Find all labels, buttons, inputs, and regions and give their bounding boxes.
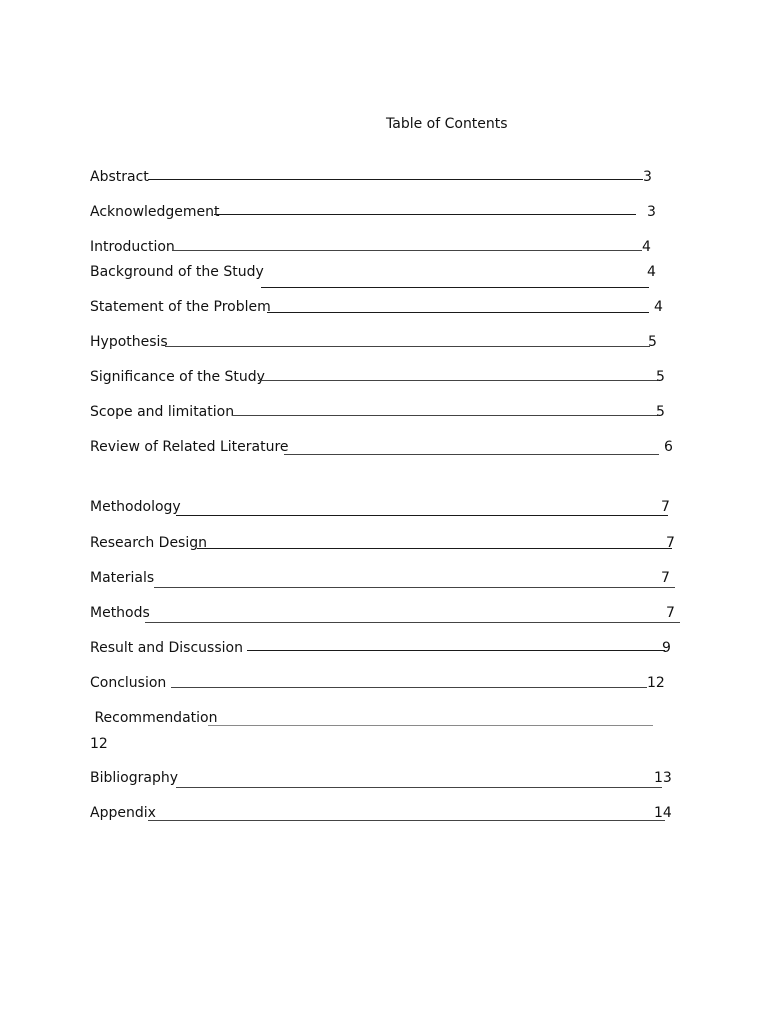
toc-page-number: 5 — [656, 369, 665, 385]
toc-page-number: 4 — [654, 299, 663, 315]
toc-entry-appendix — [0, 805, 768, 825]
toc-page-number: 7 — [666, 535, 675, 551]
toc-page-number: 7 — [661, 570, 670, 586]
toc-entry-significance-of-the-study — [0, 369, 768, 389]
toc-entry-scope-and-limitation — [0, 404, 768, 424]
toc-entry-materials — [0, 570, 768, 590]
toc-page-number: 3 — [647, 204, 656, 220]
toc-entry-label: Scope and limitation — [90, 404, 235, 420]
toc-entry-label: Hypothesis — [90, 334, 168, 350]
toc-leader-line — [148, 820, 665, 821]
toc-leader-line — [148, 179, 643, 180]
toc-entry-label: Methods — [90, 605, 150, 621]
toc-page-number: 5 — [656, 404, 665, 420]
toc-page-number: 9 — [662, 640, 671, 656]
toc-entry-label: Materials — [90, 570, 155, 586]
toc-entry-research-design — [0, 535, 768, 555]
toc-page-number: 12 — [647, 675, 665, 691]
toc-leader-line — [176, 787, 662, 788]
toc-entry-label: Conclusion — [90, 675, 167, 691]
toc-entry-label: Result and Discussion — [90, 640, 243, 656]
toc-entry-label: Abstract — [90, 169, 149, 185]
toc-title: Table of Contents — [386, 116, 508, 132]
toc-entry-recommendation — [0, 710, 768, 755]
toc-entry-methods — [0, 605, 768, 625]
toc-leader-line — [172, 250, 642, 251]
toc-entry-label: Recommendation — [90, 710, 218, 726]
toc-entry-bibliography — [0, 770, 768, 790]
toc-leader-line — [214, 214, 636, 215]
toc-entry-label: Introduction — [90, 239, 175, 255]
toc-page-number: 7 — [666, 605, 675, 621]
toc-entry-label: Methodology — [90, 499, 181, 515]
toc-leader-line — [267, 312, 649, 313]
toc-entry-label: Acknowledgement — [90, 204, 220, 220]
toc-entry-label: Significance of the Study — [90, 369, 265, 385]
toc-page-number: 12 — [90, 736, 108, 752]
toc-entry-introduction — [0, 239, 768, 259]
toc-entry-label: Review of Related Literature — [90, 439, 289, 455]
toc-entry-acknowledgement — [0, 204, 768, 224]
toc-entry-conclusion — [0, 675, 768, 695]
toc-leader-line — [154, 587, 675, 588]
toc-leader-line — [258, 380, 658, 381]
toc-page-number: 5 — [648, 334, 657, 350]
toc-page-number: 13 — [654, 770, 672, 786]
toc-leader-line — [197, 548, 672, 549]
toc-leader-line — [165, 346, 650, 347]
toc-entry-methodology — [0, 499, 768, 519]
toc-entry-label: Research Design — [90, 535, 208, 551]
toc-leader-line — [232, 415, 658, 416]
toc-leader-line — [247, 650, 665, 651]
toc-entry-background-of-the-study — [0, 264, 768, 284]
toc-entry-result-and-discussion — [0, 640, 768, 660]
toc-entry-label: Appendix — [90, 805, 156, 821]
toc-entry-abstract — [0, 169, 768, 189]
toc-leader-line — [171, 687, 647, 688]
toc-entry-hypothesis — [0, 334, 768, 354]
toc-entry-statement-of-the-problem — [0, 299, 768, 319]
toc-entry-label: Statement of the Problem — [90, 299, 271, 315]
toc-entry-review-of-related-literature — [0, 439, 768, 459]
toc-leader-line — [208, 725, 653, 726]
toc-page-number: 7 — [661, 499, 670, 515]
toc-entry-label: Background of the Study — [90, 264, 264, 280]
toc-entry-label: Bibliography — [90, 770, 178, 786]
toc-leader-line — [261, 287, 649, 288]
toc-page-number: 3 — [643, 169, 652, 185]
toc-page-number: 4 — [642, 239, 651, 255]
toc-page-number: 4 — [647, 264, 656, 280]
toc-page-number: 14 — [654, 805, 672, 821]
toc-leader-line — [145, 622, 680, 623]
toc-leader-line — [176, 515, 668, 516]
toc-leader-line — [284, 454, 659, 455]
toc-page-number: 6 — [664, 439, 673, 455]
